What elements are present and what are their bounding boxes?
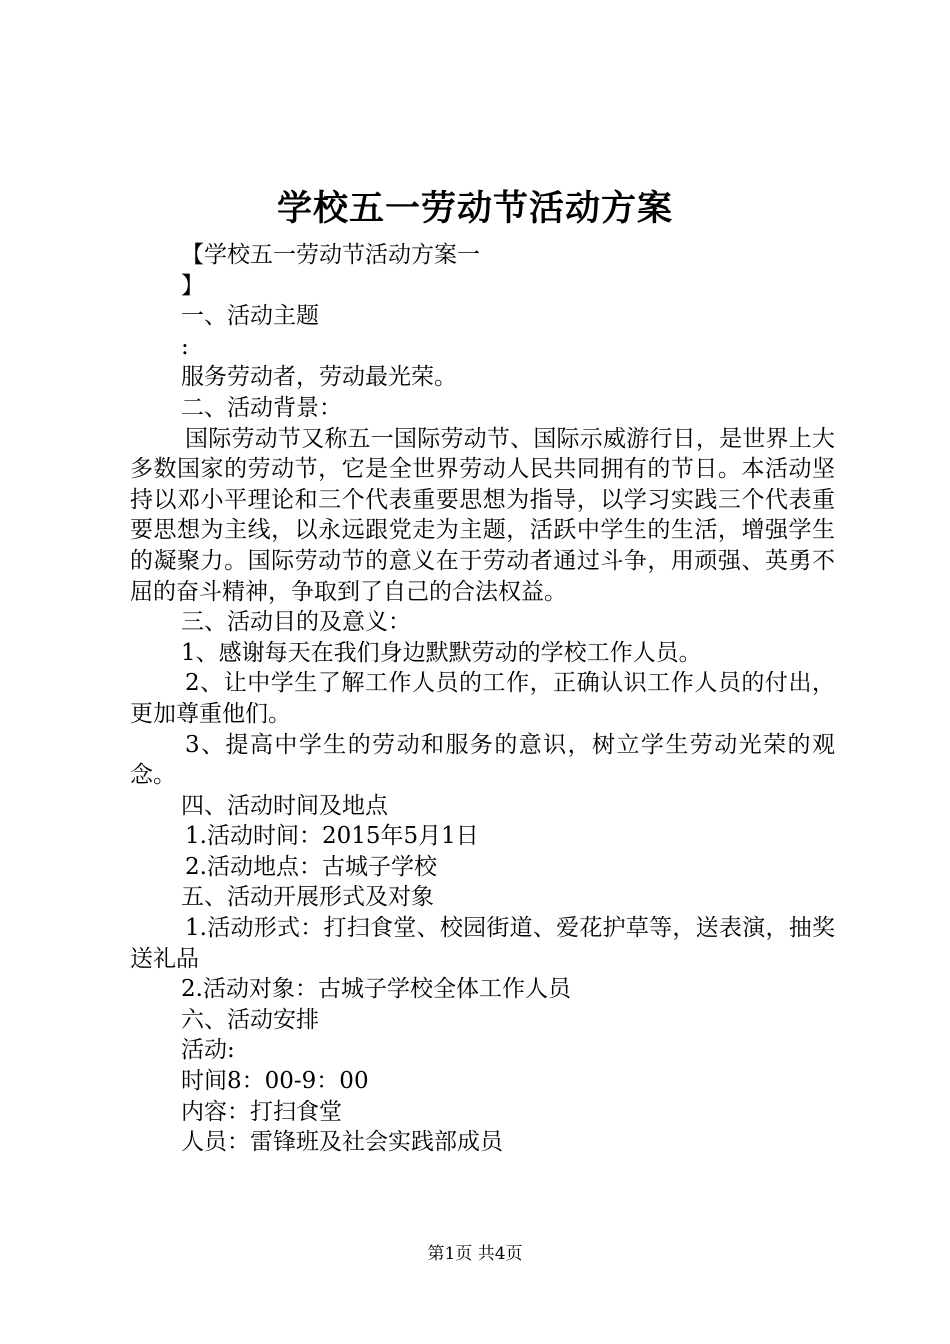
- section-heading: 五、活动开展形式及对象: [181, 884, 434, 911]
- text-line: 活动:: [181, 1037, 235, 1064]
- list-item: 1、感谢每天在我们身边默默劳动的学校工作人员。: [181, 639, 702, 666]
- list-item: 1.活动时间：2015年5月1日: [185, 823, 479, 850]
- section-heading: 一、活动主题: [181, 303, 319, 330]
- text-line: 人员：雷锋班及社会实践部成员: [181, 1129, 503, 1156]
- document-title: 学校五一劳动节活动方案: [276, 188, 673, 229]
- list-item: 3、提高中学生的劳动和服务的意识，树立学生劳动光荣的观念。: [130, 731, 835, 789]
- page-footer: 第1页 共4页: [427, 1244, 523, 1264]
- text-line: 内容：打扫食堂: [181, 1098, 342, 1125]
- section-heading: 三、活动目的及意义：: [181, 609, 411, 636]
- list-item: 1.活动形式：打扫食堂、校园街道、爱花护草等，送表演，抽奖送礼品: [130, 915, 835, 972]
- list-item: 2.活动对象：古城子学校全体工作人员: [181, 976, 571, 1003]
- text-line: :: [181, 333, 189, 360]
- section-heading: 【学校五一劳动节活动方案一: [181, 242, 480, 268]
- section-heading: 六、活动安排: [181, 1006, 319, 1033]
- text-line: 时间8：00-9：00: [181, 1068, 369, 1095]
- section-heading: 四、活动时间及地点: [181, 792, 388, 819]
- text-line: 服务劳动者，劳动最光荣。: [181, 364, 457, 391]
- document-body: [130, 240, 835, 1158]
- paragraph: 国际劳动节又称五一国际劳动节、国际示威游行日，是世界上大多数国家的劳动节，它是全世界劳动人民共同拥有的节日。本活动坚持以邓小平理论和三个代表重要思想为指导，以学习实践三个代表重要思想为主线，以永远跟党走为主题，活跃中学生的生活，增强学生的凝聚力。国际劳动节的意义在于劳动者通过斗争，用顽强、英勇不屈的奋斗精神，争取到了自己的合法权益。: [130, 425, 835, 605]
- list-item: 2、让中学生了解工作人员的工作，正确认识工作人员的付出，更加尊重他们。: [130, 670, 835, 727]
- text-line: 】: [181, 272, 204, 299]
- list-item: 2.活动地点：古城子学校: [185, 853, 437, 880]
- section-heading: 二、活动背景：: [181, 394, 342, 421]
